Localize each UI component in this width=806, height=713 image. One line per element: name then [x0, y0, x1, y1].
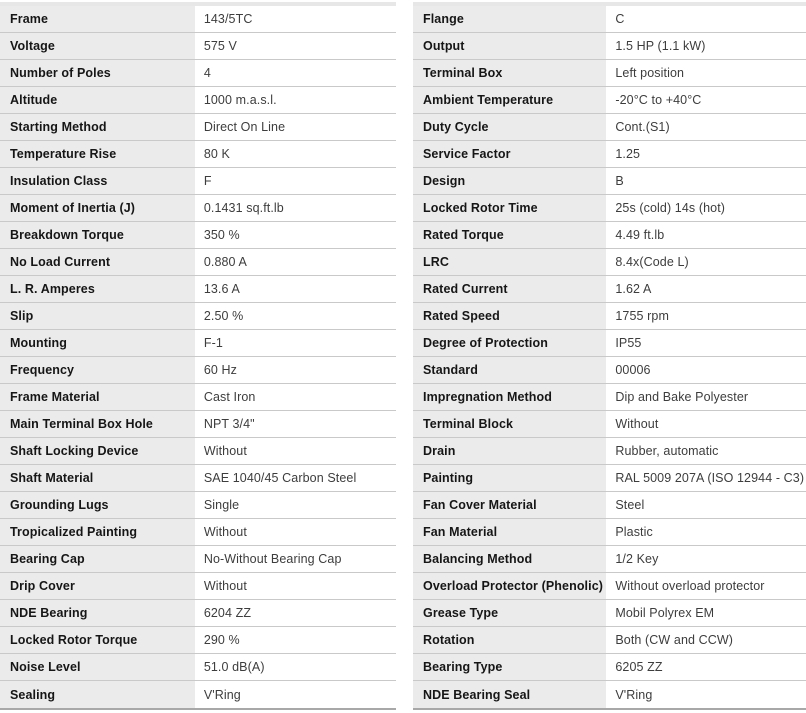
- spec-value: Without overload protector: [606, 573, 806, 599]
- spec-row: [413, 168, 806, 195]
- spec-label: Balancing Method: [413, 546, 606, 572]
- spec-row: [0, 87, 396, 114]
- spec-label: Frame Material: [0, 384, 195, 410]
- spec-value: 00006: [606, 357, 806, 383]
- spec-row: [0, 33, 396, 60]
- spec-row: [0, 519, 396, 546]
- spec-value: Steel: [606, 492, 806, 518]
- spec-table-right: [413, 2, 806, 710]
- spec-label: Slip: [0, 303, 195, 329]
- spec-label: Overload Protector (Phenolic): [413, 573, 606, 599]
- spec-label: Shaft Material: [0, 465, 195, 491]
- spec-value: F: [195, 168, 396, 194]
- spec-row: [413, 33, 806, 60]
- spec-value: 1755 rpm: [606, 303, 806, 329]
- spec-row: [0, 654, 396, 681]
- spec-row: [413, 573, 806, 600]
- spec-label: Grease Type: [413, 600, 606, 626]
- spec-row: [413, 492, 806, 519]
- spec-value: Mobil Polyrex EM: [606, 600, 806, 626]
- spec-label: Insulation Class: [0, 168, 195, 194]
- spec-label: Main Terminal Box Hole: [0, 411, 195, 437]
- spec-label: Noise Level: [0, 654, 195, 680]
- spec-value: 1000 m.a.s.l.: [195, 87, 396, 113]
- spec-label: Shaft Locking Device: [0, 438, 195, 464]
- spec-label: No Load Current: [0, 249, 195, 275]
- spec-row: [0, 222, 396, 249]
- spec-value: 8.4x(Code L): [606, 249, 806, 275]
- spec-row: [413, 411, 806, 438]
- spec-row: [0, 546, 396, 573]
- spec-value: V'Ring: [606, 681, 806, 708]
- spec-row: [0, 411, 396, 438]
- spec-value: 143/5TC: [195, 6, 396, 32]
- spec-value: RAL 5009 207A (ISO 12944 - C3): [606, 465, 806, 491]
- spec-row: [0, 114, 396, 141]
- spec-row: [0, 600, 396, 627]
- spec-label: Sealing: [0, 681, 195, 708]
- spec-label: Tropicalized Painting: [0, 519, 195, 545]
- spec-value: SAE 1040/45 Carbon Steel: [195, 465, 396, 491]
- spec-label: Ambient Temperature: [413, 87, 606, 113]
- spec-value: Both (CW and CCW): [606, 627, 806, 653]
- spec-value: 1.25: [606, 141, 806, 167]
- spec-row: [0, 141, 396, 168]
- spec-row: [413, 330, 806, 357]
- spec-label: NDE Bearing: [0, 600, 195, 626]
- spec-value: 25s (cold) 14s (hot): [606, 195, 806, 221]
- spec-label: Moment of Inertia (J): [0, 195, 195, 221]
- spec-row: [0, 681, 396, 708]
- spec-label: Frequency: [0, 357, 195, 383]
- spec-value: 1.5 HP (1.1 kW): [606, 33, 806, 59]
- spec-row: [413, 438, 806, 465]
- spec-value: Rubber, automatic: [606, 438, 806, 464]
- spec-value: Direct On Line: [195, 114, 396, 140]
- spec-row: [0, 492, 396, 519]
- spec-value: Without: [195, 438, 396, 464]
- spec-row: [413, 357, 806, 384]
- spec-value: V'Ring: [195, 681, 396, 708]
- spec-value: Without: [606, 411, 806, 437]
- spec-label: L. R. Amperes: [0, 276, 195, 302]
- spec-row: [413, 60, 806, 87]
- spec-row: [413, 6, 806, 33]
- spec-label: Mounting: [0, 330, 195, 356]
- spec-row: [0, 357, 396, 384]
- spec-label: Rated Torque: [413, 222, 606, 248]
- spec-row: [0, 627, 396, 654]
- spec-row: [0, 438, 396, 465]
- spec-row: [413, 195, 806, 222]
- spec-row: [413, 654, 806, 681]
- spec-value: Without: [195, 519, 396, 545]
- spec-row: [413, 546, 806, 573]
- spec-value: 290 %: [195, 627, 396, 653]
- spec-value: Cont.(S1): [606, 114, 806, 140]
- spec-label: Output: [413, 33, 606, 59]
- spec-row: [0, 60, 396, 87]
- spec-row: [0, 276, 396, 303]
- spec-value: F-1: [195, 330, 396, 356]
- spec-label: Painting: [413, 465, 606, 491]
- spec-value: 4: [195, 60, 396, 86]
- spec-value: Left position: [606, 60, 806, 86]
- spec-row: [413, 519, 806, 546]
- spec-value: 575 V: [195, 33, 396, 59]
- spec-value: No-Without Bearing Cap: [195, 546, 396, 572]
- spec-value: 13.6 A: [195, 276, 396, 302]
- spec-row: [413, 249, 806, 276]
- spec-label: Terminal Block: [413, 411, 606, 437]
- spec-label: Bearing Cap: [0, 546, 195, 572]
- spec-value: 4.49 ft.lb: [606, 222, 806, 248]
- spec-label: Design: [413, 168, 606, 194]
- spec-value: 1.62 A: [606, 276, 806, 302]
- spec-row: [0, 303, 396, 330]
- spec-row: [413, 303, 806, 330]
- spec-row: [413, 600, 806, 627]
- spec-value: -20°C to +40°C: [606, 87, 806, 113]
- spec-label: Service Factor: [413, 141, 606, 167]
- spec-value: 2.50 %: [195, 303, 396, 329]
- spec-label: Duty Cycle: [413, 114, 606, 140]
- spec-label: Rotation: [413, 627, 606, 653]
- spec-label: Degree of Protection: [413, 330, 606, 356]
- spec-label: Number of Poles: [0, 60, 195, 86]
- spec-row: [0, 6, 396, 33]
- spec-row: [0, 573, 396, 600]
- spec-row: [0, 330, 396, 357]
- spec-row: [413, 87, 806, 114]
- spec-row: [0, 384, 396, 411]
- spec-label: Locked Rotor Torque: [0, 627, 195, 653]
- spec-label: LRC: [413, 249, 606, 275]
- spec-row: [413, 114, 806, 141]
- spec-row: [413, 384, 806, 411]
- spec-value: 6204 ZZ: [195, 600, 396, 626]
- spec-value: 6205 ZZ: [606, 654, 806, 680]
- spec-row: [413, 276, 806, 303]
- spec-label: Standard: [413, 357, 606, 383]
- spec-value: Dip and Bake Polyester: [606, 384, 806, 410]
- spec-value: 1/2 Key: [606, 546, 806, 572]
- spec-row: [413, 141, 806, 168]
- spec-label: Flange: [413, 6, 606, 32]
- spec-value: Without: [195, 573, 396, 599]
- spec-label: Fan Material: [413, 519, 606, 545]
- spec-value: Single: [195, 492, 396, 518]
- spec-label: NDE Bearing Seal: [413, 681, 606, 708]
- spec-value: Cast Iron: [195, 384, 396, 410]
- spec-row: [0, 249, 396, 276]
- spec-value: 0.880 A: [195, 249, 396, 275]
- spec-value: IP55: [606, 330, 806, 356]
- spec-value: 0.1431 sq.ft.lb: [195, 195, 396, 221]
- spec-label: Terminal Box: [413, 60, 606, 86]
- spec-label: Drain: [413, 438, 606, 464]
- spec-row: [0, 465, 396, 492]
- spec-label: Frame: [0, 6, 195, 32]
- spec-row: [413, 627, 806, 654]
- spec-value: 51.0 dB(A): [195, 654, 396, 680]
- spec-row: [413, 681, 806, 708]
- spec-value: Plastic: [606, 519, 806, 545]
- spec-label: Voltage: [0, 33, 195, 59]
- spec-label: Rated Speed: [413, 303, 606, 329]
- spec-value: 60 Hz: [195, 357, 396, 383]
- spec-value: C: [606, 6, 806, 32]
- spec-label: Bearing Type: [413, 654, 606, 680]
- spec-label: Altitude: [0, 87, 195, 113]
- spec-value: 80 K: [195, 141, 396, 167]
- spec-row: [413, 465, 806, 492]
- spec-value: B: [606, 168, 806, 194]
- spec-label: Impregnation Method: [413, 384, 606, 410]
- spec-label: Locked Rotor Time: [413, 195, 606, 221]
- spec-label: Drip Cover: [0, 573, 195, 599]
- spec-label: Fan Cover Material: [413, 492, 606, 518]
- spec-value: NPT 3/4": [195, 411, 396, 437]
- spec-row: [0, 195, 396, 222]
- spec-value: 350 %: [195, 222, 396, 248]
- spec-label: Grounding Lugs: [0, 492, 195, 518]
- spec-table-left: [0, 2, 396, 710]
- spec-row: [413, 222, 806, 249]
- spec-label: Breakdown Torque: [0, 222, 195, 248]
- spec-label: Starting Method: [0, 114, 195, 140]
- spec-row: [0, 168, 396, 195]
- spec-label: Temperature Rise: [0, 141, 195, 167]
- spec-label: Rated Current: [413, 276, 606, 302]
